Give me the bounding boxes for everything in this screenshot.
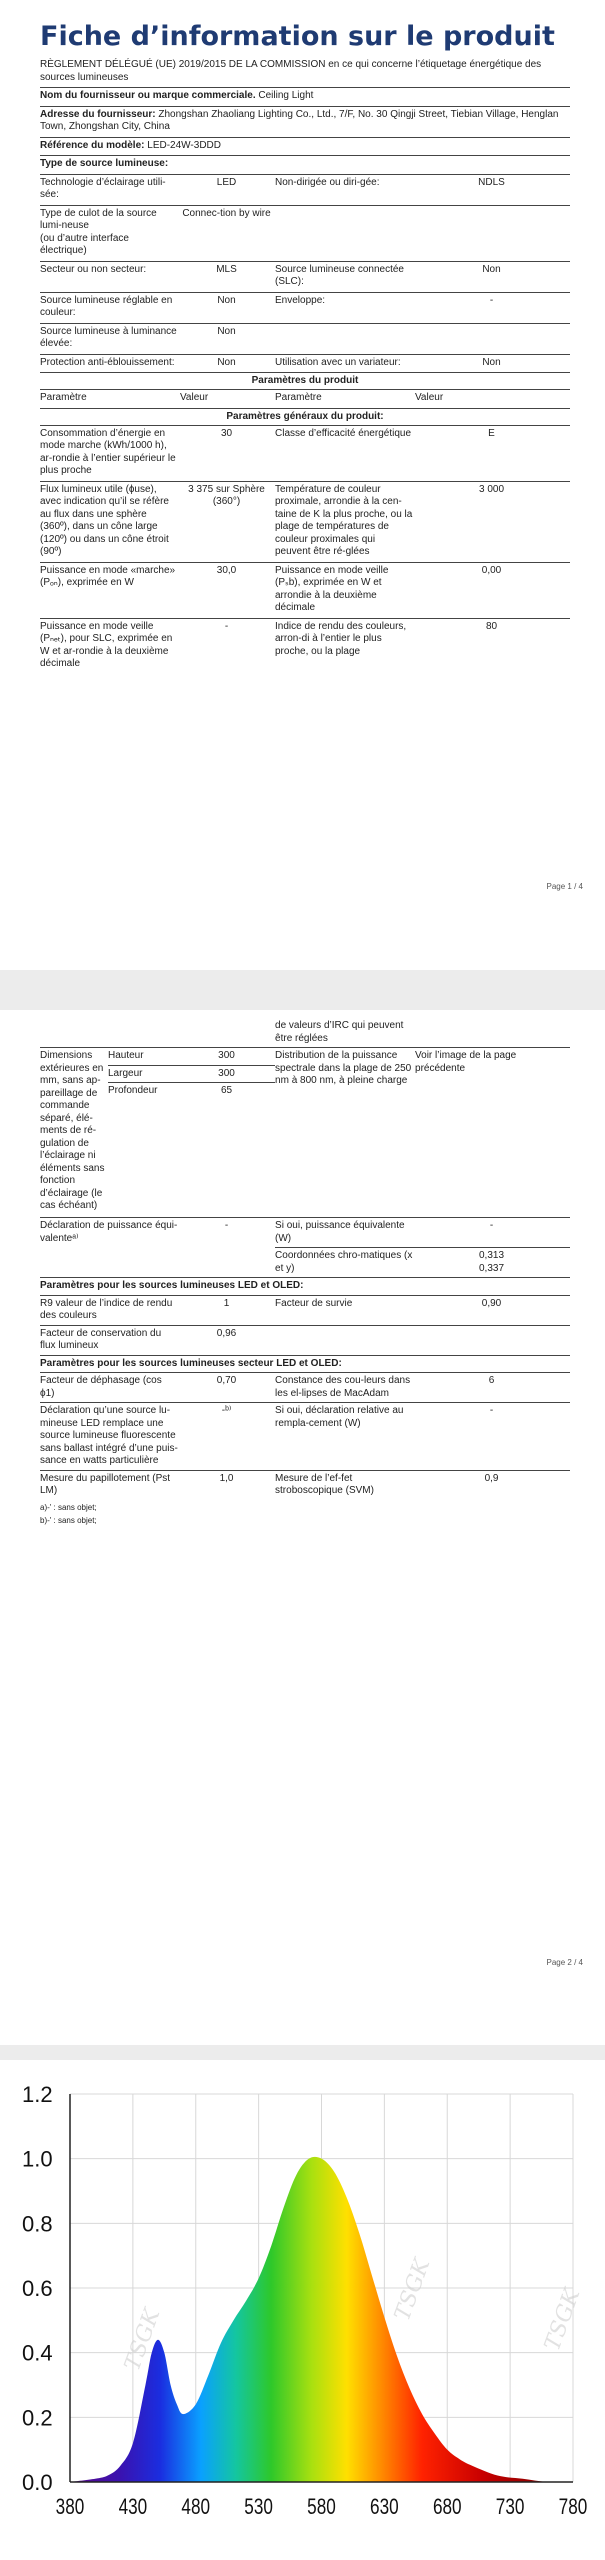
watermark-text: TSGK bbox=[120, 2305, 166, 2375]
type-cell-value: Non bbox=[180, 323, 275, 354]
type-cell-value2 bbox=[415, 323, 570, 354]
width-value: 300 bbox=[180, 1065, 275, 1083]
product-params-header: Paramètres du produit bbox=[40, 372, 570, 389]
general-cell-param2: Classe d’efficacité énergétique bbox=[275, 425, 415, 481]
page-2 bbox=[0, 1010, 605, 2045]
page-2-number: Page 2 / 4 bbox=[546, 1958, 583, 1967]
model-label: Référence du modèle: bbox=[40, 139, 145, 151]
replace-value: -ᵇ⁾ bbox=[180, 1403, 275, 1471]
general-cell-value2: 3 000 bbox=[415, 481, 570, 562]
x-tick-label: 530 bbox=[244, 2495, 273, 2520]
type-cell-param2: Enveloppe: bbox=[275, 292, 415, 323]
replace-label: Déclaration qu’une source lu-mineuse LED remplace une source lumineuse fluorescente sans ballast intégré d’une puis-sance en watts particulière bbox=[40, 1403, 180, 1471]
equiv-value: - bbox=[180, 1218, 275, 1248]
y-tick-label: 0.0 bbox=[22, 2470, 53, 2495]
led-oled-header: Paramètres pour les sources lumineuses LED et OLED: bbox=[40, 1278, 570, 1296]
col-param-1: Paramètre bbox=[40, 390, 180, 408]
macadam-value: 6 bbox=[415, 1373, 570, 1403]
general-row bbox=[40, 481, 570, 562]
chroma-x: 0,313 bbox=[479, 1250, 505, 1261]
type-cell-param: Type de culot de la source lumi-neuse (ou d’autre interface électrique) bbox=[40, 205, 180, 261]
general-row bbox=[40, 618, 570, 674]
type-cell-value2: Non bbox=[415, 261, 570, 292]
document-title: Fiche d’information sur le produit bbox=[40, 21, 555, 52]
general-cell-param2: Indice de rendu des couleurs, arron-di à l’entier le plus proche, ou la plage bbox=[275, 618, 415, 674]
irc-continued: de valeurs d’IRC qui peuvent être réglées bbox=[275, 1020, 404, 1044]
col-value-2: Valeur bbox=[415, 390, 570, 408]
param-columns-header bbox=[40, 389, 570, 408]
note-b: b)-' : sans objet; bbox=[40, 1515, 97, 1525]
general-cell-param: Flux lumineux utile (ɸuse), avec indication qu’il se réfère au flux dans une sphère (360º), dans un cône large (120º) ou dans un cône étroit (90º) bbox=[40, 481, 180, 562]
spectral-label: Distribution de la puissance spectrale dans la plage de 250 nm à 800 nm, à pleine charge bbox=[275, 1048, 415, 1218]
pst-value: 1,0 bbox=[180, 1470, 275, 1500]
type-cell-value: Non bbox=[180, 292, 275, 323]
chroma-label: Coordonnées chro-matiques (x et y) bbox=[275, 1248, 415, 1278]
general-cell-param2: Température de couleur proximale, arrondie à la cen-taine de K la plus proche, ou la plage de températures de couleur proximales qui peuvent être ré-glées bbox=[275, 481, 415, 562]
equiv-yes-label: Si oui, puissance équivalente (W) bbox=[275, 1218, 415, 1248]
type-cell-value2: NDLS bbox=[415, 174, 570, 205]
type-cell-param: Protection anti-éblouissement: bbox=[40, 354, 180, 372]
general-cell-value: - bbox=[180, 618, 275, 674]
general-params-header: Paramètres généraux du produit: bbox=[40, 408, 570, 425]
page-2-content bbox=[40, 1018, 570, 1526]
watermark-text: TSGK bbox=[540, 2285, 586, 2355]
x-tick-label: 780 bbox=[558, 2495, 588, 2520]
type-row bbox=[40, 261, 570, 292]
type-row bbox=[40, 174, 570, 205]
y-tick-label: 0.4 bbox=[22, 2340, 53, 2366]
source-type-table bbox=[40, 174, 570, 373]
general-cell-value: 3 375 sur Sphère (360°) bbox=[180, 481, 275, 562]
replace-yes-label: Si oui, déclaration relative au rempla-cement (W) bbox=[275, 1403, 415, 1471]
watermark-text: TSGK bbox=[390, 2255, 436, 2325]
general-cell-param: Puissance en mode veille (Pₙₑₜ), pour SLC, exprimée en W et ar-rondie à la deuxième décimale bbox=[40, 618, 180, 674]
type-cell-param2 bbox=[275, 205, 415, 261]
y-tick-label: 0.8 bbox=[22, 2211, 53, 2237]
depth-value: 65 bbox=[180, 1083, 275, 1218]
type-cell-param2: Non-dirigée ou diri-gée: bbox=[275, 174, 415, 205]
type-cell-value2: Non bbox=[415, 354, 570, 372]
type-cell-param2 bbox=[275, 323, 415, 354]
general-row bbox=[40, 425, 570, 481]
type-row bbox=[40, 354, 570, 372]
type-cell-value2 bbox=[415, 205, 570, 261]
x-tick-label: 580 bbox=[307, 2495, 336, 2520]
type-cell-value: Non bbox=[180, 354, 275, 372]
pf-value: 0,70 bbox=[180, 1373, 275, 1403]
y-tick-label: 1.0 bbox=[22, 2146, 53, 2172]
replace-yes-value: - bbox=[415, 1403, 570, 1471]
dimensions-label: Dimensions extérieures en mm, sans ap-pareillage de commande séparé, élé-ments de ré-gulation de l’éclairage ni éléments sans fonction d’éclairage (le cas échéant) bbox=[40, 1048, 108, 1218]
type-cell-param: Secteur ou non secteur: bbox=[40, 261, 180, 292]
x-tick-label: 630 bbox=[370, 2495, 399, 2520]
pst-label: Mesure du papillotement (Pst LM) bbox=[40, 1470, 180, 1500]
supplier-value: Ceiling Light bbox=[258, 90, 314, 101]
type-cell-value: LED bbox=[180, 174, 275, 205]
model-row bbox=[40, 137, 570, 156]
height-label: Hauteur bbox=[108, 1048, 180, 1066]
model-value: LED-24W-3DDD bbox=[147, 139, 221, 151]
general-cell-value2: 0,00 bbox=[415, 562, 570, 618]
type-row bbox=[40, 205, 570, 261]
page-2-table bbox=[40, 1018, 570, 1500]
height-value: 300 bbox=[180, 1048, 275, 1066]
note-a: a)-' : sans objet; bbox=[40, 1502, 97, 1512]
chroma-values bbox=[415, 1248, 570, 1278]
page-1-content bbox=[40, 0, 570, 674]
depth-label: Profondeur bbox=[108, 1083, 180, 1218]
x-tick-label: 480 bbox=[181, 2495, 211, 2520]
type-cell-value2: - bbox=[415, 292, 570, 323]
y-tick-label: 0.2 bbox=[22, 2405, 53, 2431]
svm-value: 0,9 bbox=[415, 1470, 570, 1500]
flux-maint-value: 0,96 bbox=[180, 1325, 275, 1355]
mains-header: Paramètres pour les sources lumineuses secteur LED et OLED: bbox=[40, 1355, 570, 1373]
type-cell-value: MLS bbox=[180, 261, 275, 292]
r9-label: R9 valeur de l’indice de rendu des couleurs bbox=[40, 1295, 180, 1325]
general-cell-param2: Puissance en mode veille (Pₛb), exprimée en W et arrondie à la deuxième décimale bbox=[275, 562, 415, 618]
svm-label: Mesure de l’ef-fet stroboscopique (SVM) bbox=[275, 1470, 415, 1500]
type-row bbox=[40, 292, 570, 323]
x-tick-label: 730 bbox=[495, 2495, 525, 2520]
general-cell-value: 30,0 bbox=[180, 562, 275, 618]
regulation-text: RÈGLEMENT DÉLÉGUÉ (UE) 2019/2015 DE LA COMMISSION en ce qui concerne l’étiquetage énergétique des sources lumineuses bbox=[40, 59, 542, 83]
page-1 bbox=[0, 0, 605, 970]
type-cell-param: Source lumineuse à luminance élevée: bbox=[40, 323, 180, 354]
general-params-table bbox=[40, 425, 570, 674]
x-tick-label: 680 bbox=[432, 2495, 462, 2520]
equiv-yes-value: - bbox=[415, 1218, 570, 1248]
y-tick-label: 0.6 bbox=[22, 2276, 53, 2301]
type-cell-param2: Source lumineuse connectée (SLC): bbox=[275, 261, 415, 292]
source-type-header: Type de source lumineuse: bbox=[40, 155, 570, 174]
macadam-label: Constance des cou-leurs dans les el-lipses de MacAdam bbox=[275, 1373, 415, 1403]
general-cell-value2: 80 bbox=[415, 618, 570, 674]
type-cell-param: Technologie d’éclairage utili-sée: bbox=[40, 174, 180, 205]
supplier-row bbox=[40, 87, 570, 106]
general-cell-value: 30 bbox=[180, 425, 275, 481]
equiv-label: Déclaration de puissance équi-valenteᵃ⁾ bbox=[40, 1218, 180, 1248]
width-label: Largeur bbox=[108, 1065, 180, 1083]
type-cell-param: Source lumineuse réglable en couleur: bbox=[40, 292, 180, 323]
x-tick-label: 430 bbox=[118, 2495, 148, 2520]
address-row bbox=[40, 106, 570, 137]
address-label: Adresse du fournisseur: bbox=[40, 108, 156, 120]
type-cell-value: Connec-tion by wire bbox=[180, 205, 275, 261]
address-value: Zhongshan Zhaoliang Lighting Co., Ltd., 7/F, No. 30 Qingji Street, Tiebian Village, Henglan Town, Zhongshan City, China bbox=[40, 108, 559, 132]
general-cell-param: Consommation d’énergie en mode marche (kWh/1000 h), ar-rondie à l’entier supérieur le plus proche bbox=[40, 425, 180, 481]
x-tick-label: 380 bbox=[55, 2495, 85, 2520]
type-row bbox=[40, 323, 570, 354]
survival-label: Facteur de survie bbox=[275, 1295, 415, 1325]
type-cell-param2: Utilisation avec un variateur: bbox=[275, 354, 415, 372]
supplier-label: Nom du fournisseur ou marque commerciale. bbox=[40, 90, 256, 101]
col-value-1: Valeur bbox=[180, 390, 275, 408]
pf-label: Facteur de déphasage (cos ϕ1) bbox=[40, 1373, 180, 1403]
col-param-2: Paramètre bbox=[275, 390, 415, 408]
general-cell-value2: E bbox=[415, 425, 570, 481]
r9-value: 1 bbox=[180, 1295, 275, 1325]
flux-maint-label: Facteur de conservation du flux lumineux bbox=[40, 1325, 180, 1355]
survival-value: 0,90 bbox=[415, 1295, 570, 1325]
general-cell-param: Puissance en mode «marche» (Pₒₙ), exprimée en W bbox=[40, 562, 180, 618]
chroma-y: 0,337 bbox=[479, 1262, 505, 1274]
general-row bbox=[40, 562, 570, 618]
spectral-value: Voir l’image de la page précédente bbox=[415, 1048, 570, 1218]
spectral-chart bbox=[18, 2072, 588, 2542]
page-1-number: Page 1 / 4 bbox=[546, 882, 583, 891]
y-tick-label: 1.2 bbox=[22, 2082, 53, 2107]
